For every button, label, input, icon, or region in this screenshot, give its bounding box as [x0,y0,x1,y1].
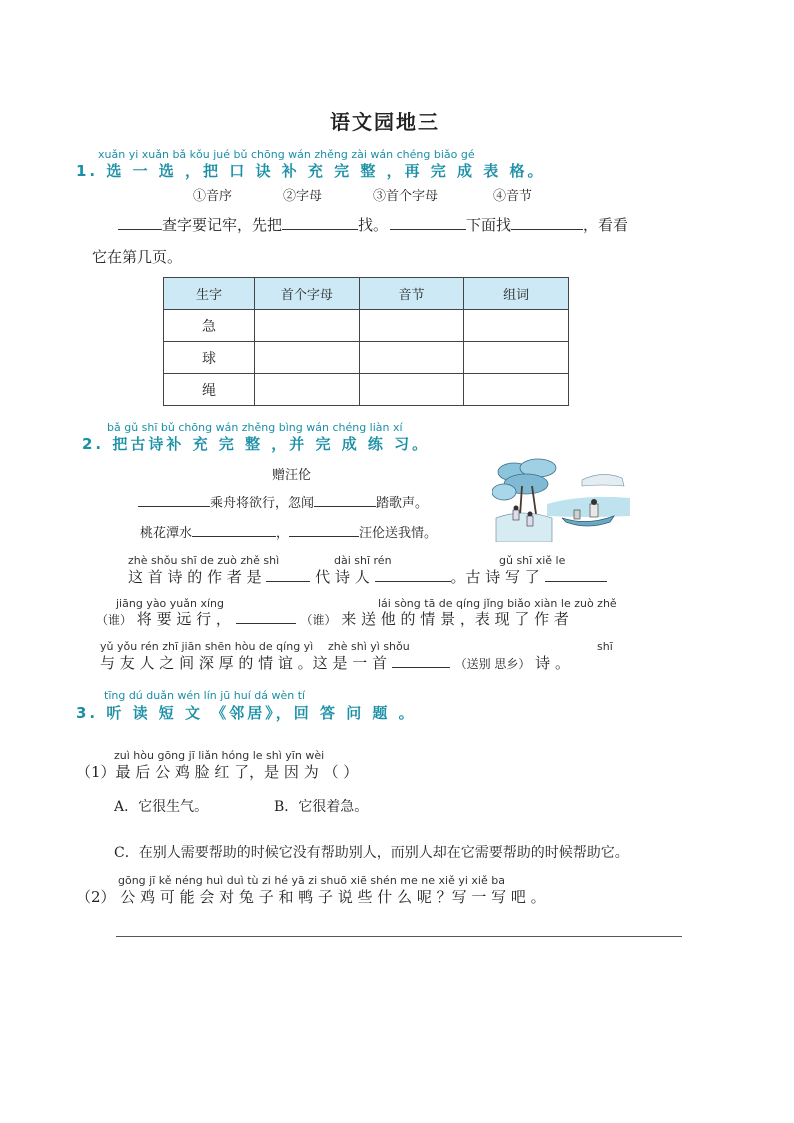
table-cell[interactable] [255,310,360,342]
blank-3[interactable] [390,215,466,230]
table-char: 球 [164,342,255,374]
q3-p2: （2） 公 鸡 可 能 会 对 兔 子 和 鸭 子 说 些 什 么 呢 ？写 一 写 吧 。 [76,888,546,906]
table-char: 急 [164,310,255,342]
page-title: 语文园地三 [330,110,440,134]
rhyme-part-2: 找。 [358,216,389,234]
char-table [163,277,569,406]
q3-p1-pinyin: zuì hòu gōng jī liǎn hóng le shì yīn wèi [114,749,325,762]
s1-text: 代 诗 人 [315,568,370,586]
blank-poem-4[interactable] [289,522,359,537]
table-cell[interactable] [359,310,464,342]
table-header: 生字 [164,278,255,310]
q1-pinyin: xuǎn yi xuǎn bǎ kǒu jué bǔ chōng wán zhěng zài wán chéng biǎo gé [98,148,475,161]
s1-text: 。古 诗 写 了 [450,568,540,586]
table-cell[interactable] [359,374,464,406]
q1-heading: 1. 选 一 选 ，把 口 诀 补 充 完 整 ，再 完 成 表 格。 [76,162,546,180]
table-cell[interactable] [464,342,569,374]
rhyme-part-3: 下面找 [466,216,512,234]
table-cell[interactable] [464,310,569,342]
answer-line[interactable] [116,936,682,937]
table-cell[interactable] [359,342,464,374]
q3-pinyin: tīng dú duǎn wén lín jū huí dá wèn tí [104,689,306,702]
s3-pinyin-c: shī [597,640,613,653]
s3-pinyin-b: zhè shì yì shǒu [328,640,410,653]
table-header: 音节 [359,278,464,310]
s2-pinyin-b: lái sòng tā de qíng jǐng biǎo xiàn le zuò zhě [378,597,617,610]
poem-text: 乘舟将欲行，忽闻 [210,496,315,511]
q3-p1: （1）最 后 公 鸡 脸 红 了，是 因 为 （ ） [76,763,359,781]
blank-s3-1[interactable] [392,653,450,668]
table-cell[interactable] [255,374,360,406]
table-row [164,374,569,406]
table-header: 组词 [464,278,569,310]
s1-line [128,566,607,587]
s1-text: 这 首 诗 的 作 者 是 [128,568,262,586]
table-row [164,310,569,342]
table-header-row [164,278,569,310]
q3-heading: 3. 听 读 短 文 《邻居》，回 答 问 题 。 [76,704,417,722]
s2-text: 将 要 远 行 ， [136,610,231,628]
blank-poem-3[interactable] [192,522,276,537]
s2-pinyin-a: jiāng yào yuǎn xíng [116,597,224,610]
q1-option-2: ②字母 [283,189,323,204]
s2-line [96,608,569,629]
blank-2[interactable] [282,215,358,230]
s3-pinyin-a: yǔ yǒu rén zhī jiān shēn hòu de qíng yì [100,640,314,653]
blank-4[interactable] [511,215,583,230]
rhyme-part-1: 查字要记牢，先把 [162,216,283,234]
q1-option-4: ④音节 [493,189,533,204]
s1-pinyin-a: zhè shǒu shī de zuò zhě shì [128,554,280,567]
blank-poem-2[interactable] [314,492,376,507]
s3-text: 与 友 人 之 间 深 厚 的 情 谊 。这 是 一 首 [100,654,387,672]
blank-s2-1[interactable] [236,609,296,624]
poem-text: 汪伦送我情。 [359,526,438,541]
poem-title: 赠汪伦 [272,468,312,483]
blank-s1-1[interactable] [266,567,310,582]
s1-pinyin-c: gǔ shī xiě le [499,554,566,567]
table-header: 首个字母 [255,278,360,310]
rhyme-part-4: ，看看 [583,216,629,234]
s3-text: 诗 。 [535,654,570,672]
blank-s1-3[interactable] [545,567,607,582]
q3-p2-pinyin: gōng jī kě néng huì duì tù zi hé yā zi shuō xiē shén me ne xiě yi xiě ba [118,874,505,887]
table-cell[interactable] [464,374,569,406]
table-cell[interactable] [255,342,360,374]
q1-option-3: ③首个字母 [373,189,439,204]
q3-option-c[interactable]: C．在别人需要帮助的时候它没有帮助别人，而别人却在它需要帮助的时候帮助它。 [114,845,629,861]
s2-text: 来 送 他 的 情 景 ，表 现 了 作 者 [341,610,569,628]
poem-illustration [492,456,632,542]
q1-option-1: ①音序 [193,189,233,204]
poem-text: 桃花潭水 [140,526,193,541]
table-char: 绳 [164,374,255,406]
q1-rhyme-line [118,214,628,235]
s2-who: （谁） [96,613,133,627]
s1-pinyin-b: dài shī rén [334,554,392,567]
q2-heading: 2. 把古诗补 充 完 整 ，并 完 成 练 习。 [82,435,431,453]
poem-line-1 [138,492,428,511]
poem-text: 踏歌声。 [376,496,429,511]
blank-poem-1[interactable] [138,492,210,507]
blank-1[interactable] [118,215,162,230]
blank-s1-2[interactable] [375,567,451,582]
q2-pinyin: bǎ gǔ shī bǔ chōng wán zhěng bìng wán chéng liàn xí [107,421,403,434]
s3-choice[interactable]: （送别 思乡） [454,657,531,671]
q3-option-b[interactable]: B．它很着急。 [274,799,369,815]
table-row [164,342,569,374]
poem-line-2 [140,522,437,541]
q1-rhyme-line-2: 它在第几页。 [92,248,183,266]
q3-option-a[interactable]: A．它很生气。 [114,799,209,815]
poem-text: ， [276,526,290,541]
s2-who: （谁） [300,613,337,627]
s3-line [100,652,570,673]
